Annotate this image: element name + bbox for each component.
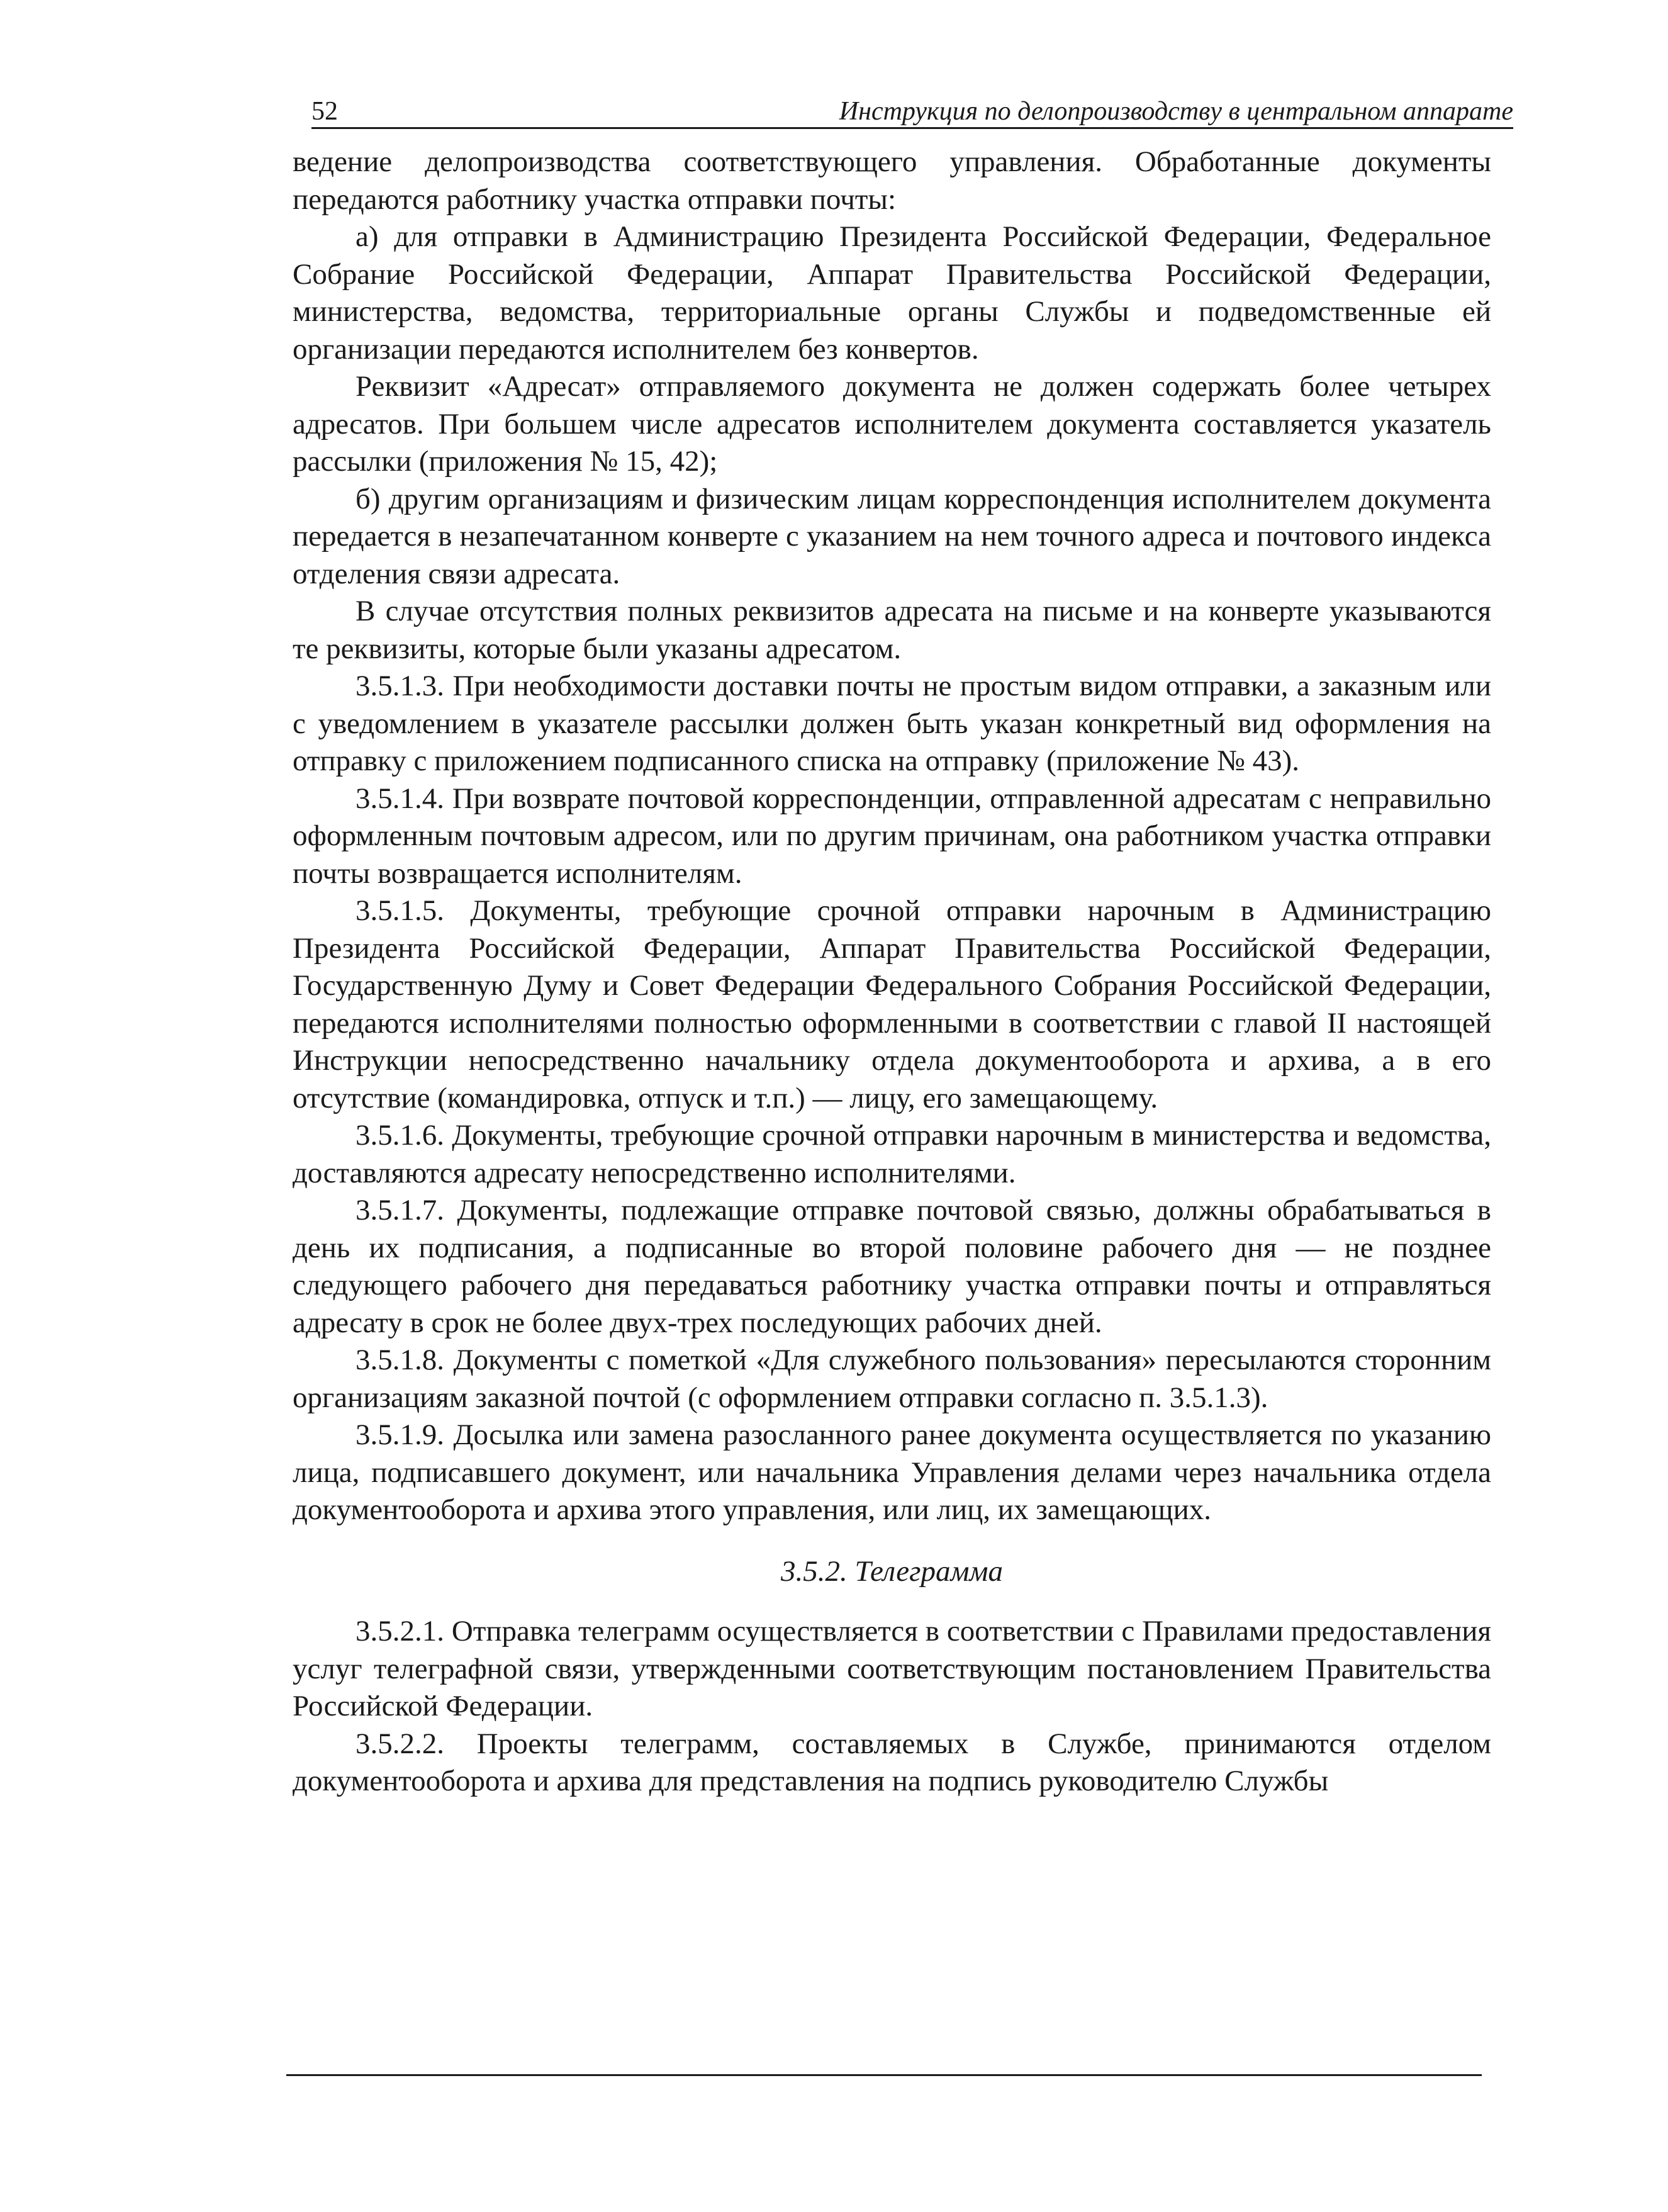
- paragraph: 3.5.1.4. При возврате почтовой корреспонденции, отправленной адресатам с неправильно оформленным почтовым адресом, или по другим причинам, она работником участка отправки почты возвращается исполнителям.: [293, 782, 1491, 890]
- paragraph: а) для отправки в Администрацию Президента Российской Федерации, Федеральное Собрание Российской Федерации, Аппарат Правительства Российской Федерации, министерства, ведомства, территориальные органы Службы и подведомственные ей организации передаются исполнителем без конвертов.: [293, 220, 1491, 366]
- page-number: 52: [311, 97, 338, 126]
- paragraph: 3.5.1.3. При необходимости доставки почты не простым видом отправки, а заказным или с уведомлением в указателе рассылки должен быть указан конкретный вид оформления на отправку с приложением подписанного списка на отправку (приложение № 43).: [293, 670, 1491, 777]
- paragraph: 3.5.1.7. Документы, подлежащие отправке почтовой связью, должны обрабатываться в день их подписания, а подписанные во второй половине рабочего дня — не позднее следующего рабочего дня передаваться работнику участка отправки почты и отправляться адресату в срок не более двух-трех последующих рабочих дней.: [293, 1194, 1491, 1339]
- paragraph: 3.5.2.1. Отправка телеграмм осуществляется в соответствии с Правилами предоставления услуг телеграфной связи, утвержденными соответствующим постановлением Правительства Российской Федерации.: [293, 1615, 1491, 1722]
- paragraph: ведение делопроизводства соответствующего управления. Обработанные документы передаются работнику участка отправки почты:: [293, 145, 1491, 216]
- page-header: [311, 88, 1513, 129]
- footer-rule: [286, 2074, 1482, 2076]
- paragraph: 3.5.1.9. Досылка или замена разосланного ранее документа осуществляется по указанию лица, подписавшего документ, или начальника Управления делами через начальника отдела документооборота и архива этого управления, или лиц, их замещающих.: [293, 1418, 1491, 1526]
- paragraph: В случае отсутствия полных реквизитов адресата на письме и на конверте указываются те реквизиты, которые были указаны адресатом.: [293, 595, 1491, 665]
- paragraph: Реквизит «Адресат» отправляемого документа не должен содержать более четырех адресатов. При большем числе адресатов исполнителем документа составляется указатель рассылки (приложения № 15, 42);: [293, 370, 1491, 478]
- body-text: [293, 143, 1491, 1800]
- paragraph: 3.5.2.2. Проекты телеграмм, составляемых в Службе, принимаются отделом документооборота и архива для представления на подпись руководителю Службы: [293, 1727, 1491, 1797]
- paragraph: 3.5.1.6. Документы, требующие срочной отправки нарочным в министерства и ведомства, доставляются адресату непосредственно исполнителями.: [293, 1119, 1491, 1189]
- paragraph: б) другим организациям и физическим лицам корреспонденция исполнителем документа передается в незапечатанном конверте с указанием на нем точного адреса и почтового индекса отделения связи адресата.: [293, 482, 1491, 590]
- paragraph: 3.5.1.5. Документы, требующие срочной отправки нарочным в Администрацию Президента Российской Федерации, Аппарат Правительства Российской Федерации, Государственную Думу и Совет Федерации Федерального Собрания Российской Федерации, передаются исполнителями полностью оформленными в соответствии с главой II настоящей Инструкции непосредственно начальнику отдела документооборота и архива, а в его отсутствие (командировка, отпуск и т.п.) — лицу, его замещающему.: [293, 894, 1491, 1114]
- section-heading: 3.5.2. Телеграмма: [781, 1554, 1003, 1588]
- paragraph: 3.5.1.8. Документы с пометкой «Для служебного пользования» пересылаются сторонним организациям заказной почтой (с оформлением отправки согласно п. 3.5.1.3).: [293, 1344, 1491, 1414]
- running-title: Инструкция по делопроизводству в центральном аппарате: [839, 97, 1513, 126]
